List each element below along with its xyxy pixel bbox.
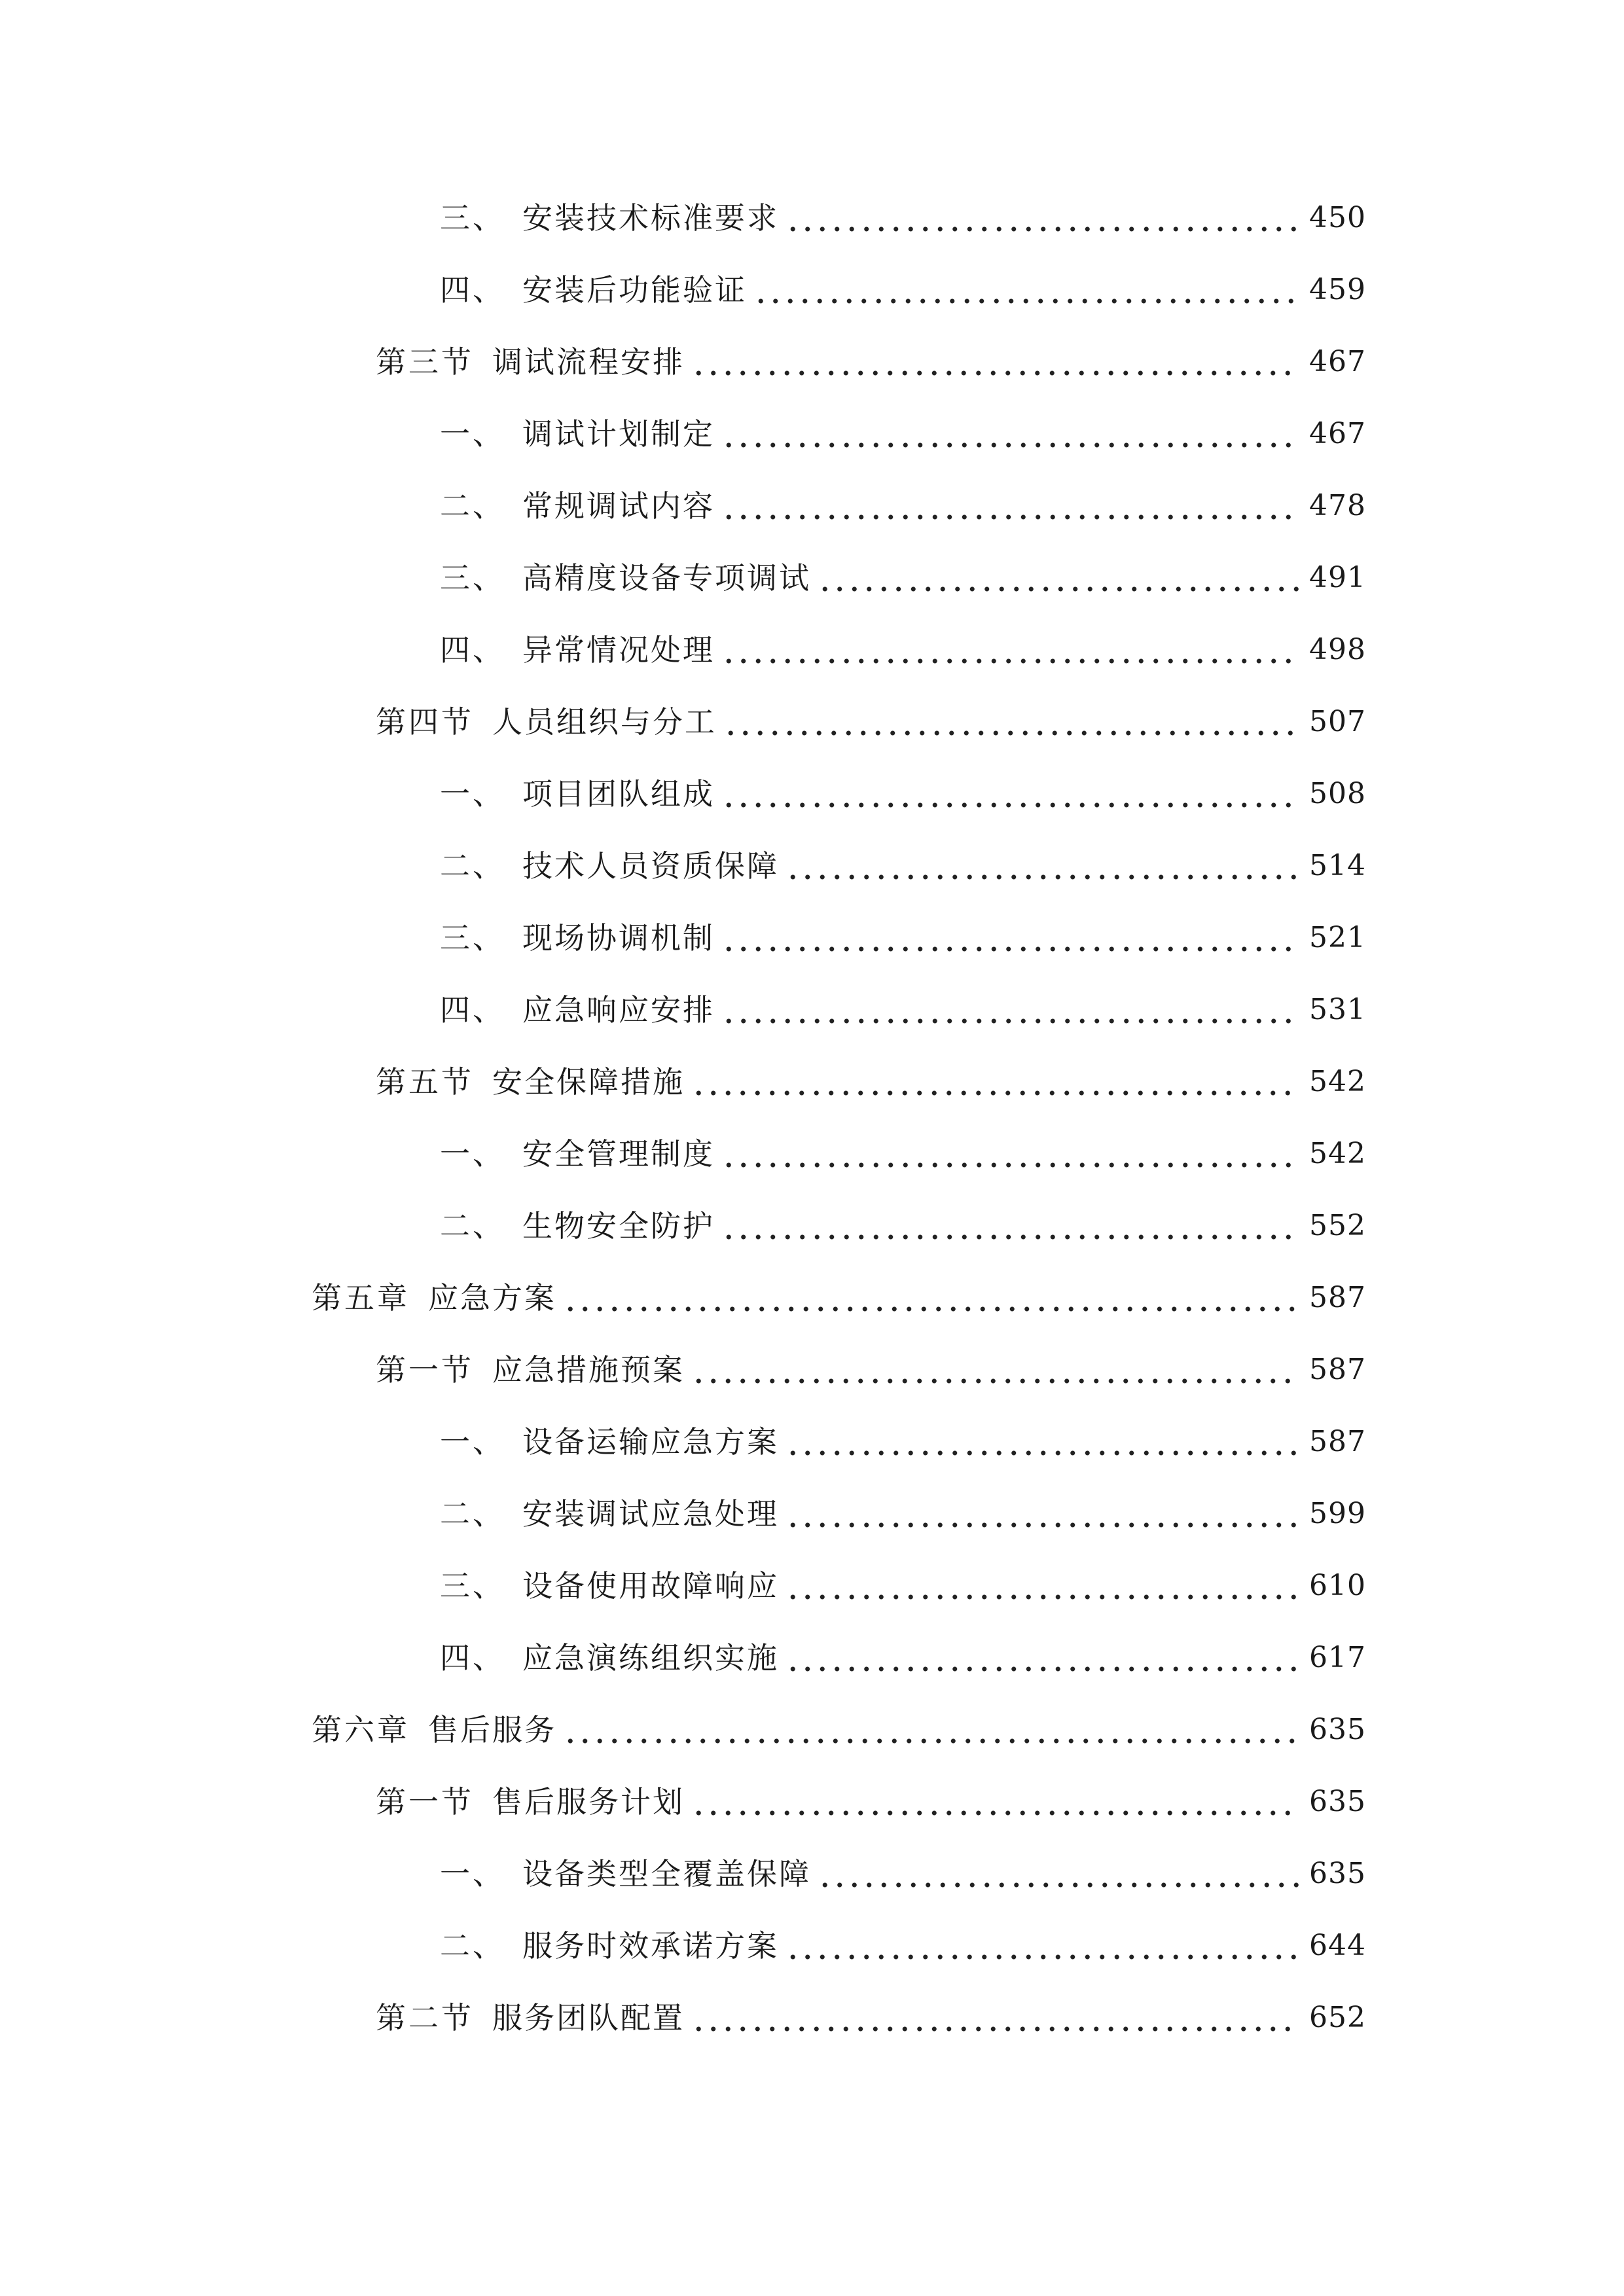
toc-dot-leader — [691, 1062, 1300, 1102]
toc-entry-number: 一、 — [440, 416, 505, 452]
toc-entry-page: 652 — [1309, 2001, 1366, 2034]
toc-entry[interactable] — [440, 1134, 1366, 1174]
toc-entry-page: 587 — [1309, 1425, 1366, 1458]
toc-entry-number: 一、 — [440, 1856, 505, 1892]
toc-entry-number: 一、 — [440, 1424, 505, 1460]
toc-dot-leader — [721, 1206, 1300, 1246]
toc-entry-page: 507 — [1309, 705, 1366, 738]
toc-entry-title: 服务团队配置 — [492, 2000, 685, 2036]
toc-entry-title: 异常情况处理 — [522, 632, 715, 668]
toc-entry-title: 设备类型全覆盖保障 — [522, 1856, 811, 1892]
toc-dot-leader — [785, 1926, 1300, 1965]
toc-dot-leader — [691, 1782, 1300, 1821]
toc-entry-title: 安装技术标准要求 — [522, 200, 779, 236]
toc-entry[interactable] — [440, 558, 1366, 598]
toc-entry-page: 635 — [1309, 1713, 1366, 1746]
toc-entry-page: 542 — [1309, 1065, 1366, 1098]
toc-entry-title: 安全管理制度 — [522, 1136, 715, 1172]
toc-entry-page: 508 — [1309, 777, 1366, 810]
toc-entry-number: 第一节 — [376, 1352, 474, 1388]
toc-entry-number: 第二节 — [376, 2000, 474, 2036]
toc-entry-title: 设备使用故障响应 — [522, 1568, 779, 1604]
toc-dot-leader — [721, 486, 1300, 526]
toc-entry-page: 498 — [1309, 633, 1366, 666]
toc-entry-page: 610 — [1309, 1569, 1366, 1602]
toc-entry-page: 491 — [1309, 561, 1366, 594]
toc-entry[interactable] — [440, 198, 1366, 238]
toc-entry[interactable] — [376, 702, 1366, 742]
toc-entry[interactable] — [440, 990, 1366, 1030]
toc-entry-title: 应急措施预案 — [492, 1352, 685, 1388]
toc-dot-leader — [563, 1278, 1300, 1318]
toc-entry-page: 542 — [1309, 1137, 1366, 1170]
toc-entry-title: 安装调试应急处理 — [522, 1496, 779, 1532]
toc-entry-title: 调试流程安排 — [492, 344, 685, 380]
toc-entry-page: 467 — [1309, 417, 1366, 450]
toc-entry-number: 二、 — [440, 1496, 505, 1532]
toc-entry[interactable] — [440, 1566, 1366, 1605]
toc-entry-number: 第一节 — [376, 1784, 474, 1820]
toc-entry[interactable] — [440, 1638, 1366, 1677]
toc-entry-number: 第六章 — [312, 1712, 410, 1748]
toc-entry-title: 售后服务 — [428, 1712, 556, 1748]
toc-entry-title: 安装后功能验证 — [522, 272, 747, 308]
toc-entry-title: 技术人员资质保障 — [522, 848, 779, 884]
toc-entry-number: 第五节 — [376, 1064, 474, 1100]
toc-dot-leader — [785, 1566, 1300, 1605]
toc-entry-title: 人员组织与分工 — [492, 704, 717, 740]
toc-entry[interactable] — [440, 1926, 1366, 1965]
toc-entry-number: 二、 — [440, 848, 505, 884]
toc-entry[interactable] — [376, 1062, 1366, 1102]
toc-dot-leader — [785, 1494, 1300, 1534]
toc-dot-leader — [691, 1998, 1300, 2037]
toc-entry[interactable] — [440, 1854, 1366, 1893]
toc-entry-number: 三、 — [440, 1568, 505, 1604]
toc-entry-page: 521 — [1309, 921, 1366, 954]
toc-entry-title: 项目团队组成 — [522, 776, 715, 812]
toc-entry-title: 安全保障措施 — [492, 1064, 685, 1100]
toc-entry-number: 四、 — [440, 272, 505, 308]
toc-entry-number: 四、 — [440, 992, 505, 1028]
toc-entry-number: 三、 — [440, 560, 505, 596]
toc-entry[interactable] — [440, 1494, 1366, 1534]
toc-entry-title: 生物安全防护 — [522, 1208, 715, 1244]
toc-entry-title: 调试计划制定 — [522, 416, 715, 452]
toc-entry-page: 450 — [1309, 201, 1366, 234]
toc-entry-number: 第五章 — [312, 1280, 410, 1316]
toc-entry-title: 现场协调机制 — [522, 920, 715, 956]
toc-dot-leader — [721, 918, 1300, 958]
toc-dot-leader — [691, 342, 1300, 382]
toc-dot-leader — [785, 1638, 1300, 1677]
toc-entry-page: 531 — [1309, 993, 1366, 1026]
toc-entry-number: 二、 — [440, 488, 505, 524]
toc-dot-leader — [721, 1134, 1300, 1174]
toc-entry-page: 552 — [1309, 1209, 1366, 1242]
toc-entry[interactable] — [440, 1206, 1366, 1246]
toc-dot-leader — [723, 702, 1300, 742]
toc-entry-page: 599 — [1309, 1497, 1366, 1530]
toc-entry-number: 三、 — [440, 200, 505, 236]
toc-entry-number: 三、 — [440, 920, 505, 956]
toc-entry[interactable] — [440, 414, 1366, 454]
toc-entry[interactable] — [376, 1998, 1366, 2037]
toc-entry-page: 467 — [1309, 345, 1366, 378]
toc-entry[interactable] — [312, 1710, 1366, 1749]
toc-entry-number: 四、 — [440, 632, 505, 668]
toc-entry-number: 二、 — [440, 1928, 505, 1964]
toc-entry[interactable] — [440, 486, 1366, 526]
toc-entry-page: 617 — [1309, 1641, 1366, 1674]
toc-entry-page: 514 — [1309, 849, 1366, 882]
toc-entry-number: 第三节 — [376, 344, 474, 380]
toc-entry-title: 高精度设备专项调试 — [522, 560, 811, 596]
toc-entry[interactable] — [440, 270, 1366, 310]
toc-entry[interactable] — [376, 342, 1366, 382]
toc-entry-title: 设备运输应急方案 — [522, 1424, 779, 1460]
toc-dot-leader — [721, 774, 1300, 814]
toc-entry-title: 应急演练组织实施 — [522, 1640, 779, 1676]
toc-dot-leader — [753, 270, 1300, 310]
toc-entry-page: 635 — [1309, 1857, 1366, 1890]
toc-entry-number: 一、 — [440, 1136, 505, 1172]
toc-dot-leader — [785, 846, 1300, 886]
toc-dot-leader — [818, 558, 1300, 598]
toc-dot-leader — [818, 1854, 1300, 1893]
toc-entry-number: 四、 — [440, 1640, 505, 1676]
toc-entry[interactable] — [376, 1350, 1366, 1390]
toc-entry[interactable] — [440, 630, 1366, 670]
toc-dot-leader — [721, 630, 1300, 670]
toc-dot-leader — [721, 414, 1300, 454]
toc-entry[interactable] — [440, 1422, 1366, 1462]
toc-entry-number: 二、 — [440, 1208, 505, 1244]
toc-entry-title: 服务时效承诺方案 — [522, 1928, 779, 1964]
toc-dot-leader — [691, 1350, 1300, 1390]
toc-entry[interactable] — [376, 1782, 1366, 1821]
toc-dot-leader — [785, 198, 1300, 238]
toc-entry-number: 第四节 — [376, 704, 474, 740]
toc-entry-page: 635 — [1309, 1785, 1366, 1818]
toc-entry[interactable] — [312, 1278, 1366, 1318]
toc-entry-page: 587 — [1309, 1281, 1366, 1314]
toc-entry-title: 售后服务计划 — [492, 1784, 685, 1820]
toc-dot-leader — [785, 1422, 1300, 1462]
toc-dot-leader — [721, 990, 1300, 1030]
toc-entry-page: 587 — [1309, 1353, 1366, 1386]
toc-entry-page: 478 — [1309, 489, 1366, 522]
toc-entry-page: 644 — [1309, 1929, 1366, 1962]
toc-entry[interactable] — [440, 774, 1366, 814]
toc-entry-page: 459 — [1309, 273, 1366, 306]
toc-entry[interactable] — [440, 918, 1366, 958]
toc-entry-title: 应急响应安排 — [522, 992, 715, 1028]
toc-entry-title: 常规调试内容 — [522, 488, 715, 524]
toc-entry-title: 应急方案 — [428, 1280, 556, 1316]
toc-dot-leader — [563, 1710, 1300, 1749]
toc-entry-number: 一、 — [440, 776, 505, 812]
toc-entry[interactable] — [440, 846, 1366, 886]
